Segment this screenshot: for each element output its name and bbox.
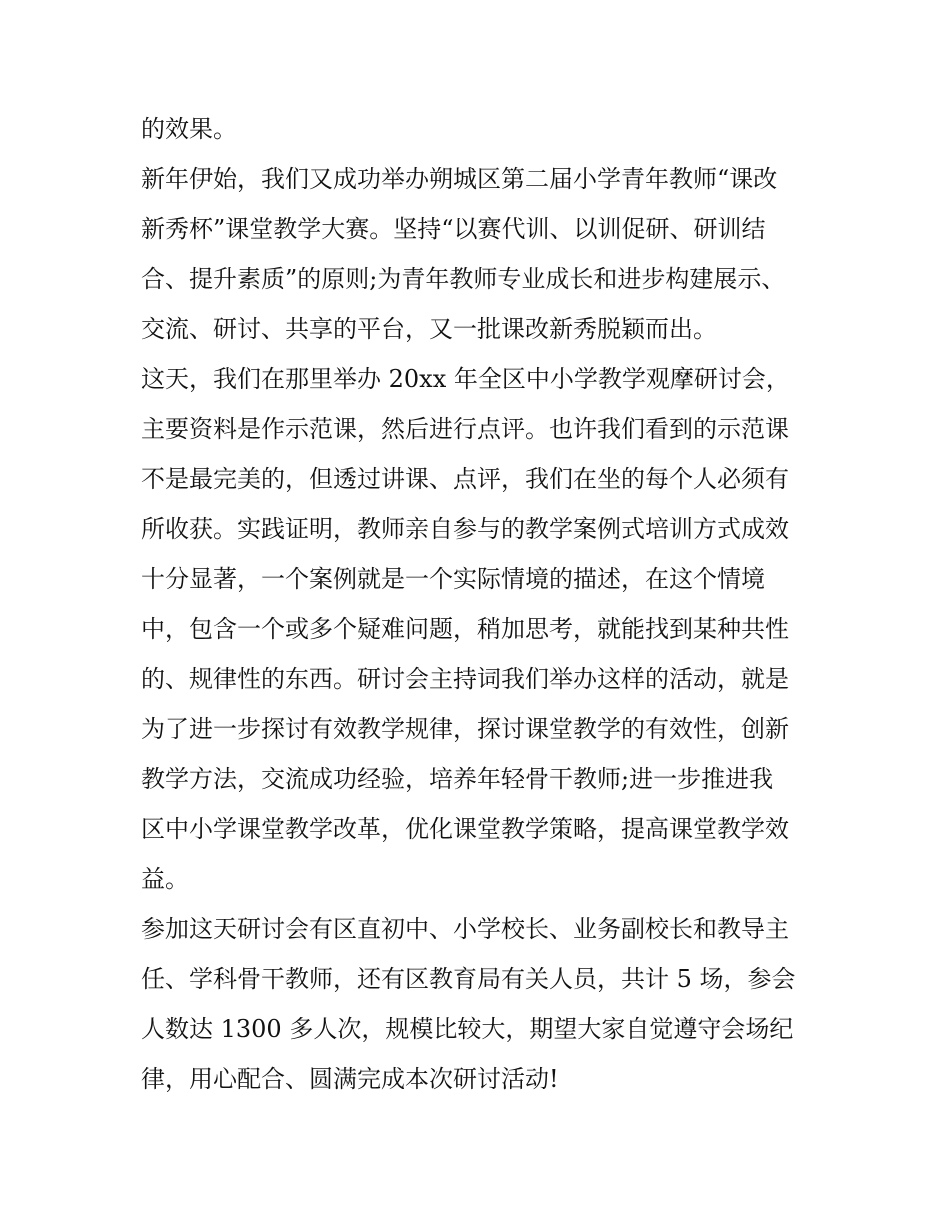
- text-line: 交流、研讨、共享的平台，又一批课改新秀脱颖而出。: [141, 315, 717, 343]
- text-line: 律，用心配合、圆满完成本次研讨活动!: [141, 1065, 559, 1093]
- text-line: 新年伊始，我们又成功举办朔城区第二届小学青年教师“课改: [141, 165, 778, 193]
- document-body: [141, 104, 821, 1104]
- text-line: 不是最完美的，但透过讲课、点评，我们在坐的每个人必须有: [141, 465, 789, 493]
- text-line: 区中小学课堂教学改革，优化课堂教学策略，提高课堂教学效: [141, 815, 789, 843]
- text-line: 新秀杯”课堂教学大赛。坚持“以赛代训、以训促研、研训结: [141, 215, 766, 243]
- text-line: 中，包含一个或多个疑难问题，稍加思考，就能找到某种共性: [141, 615, 789, 643]
- text-line: 的、规律性的东西。研讨会主持词我们举办这样的活动，就是: [141, 665, 789, 693]
- text-line: 益。: [141, 865, 189, 893]
- text-line: 合、提升素质”的原则;为青年教师专业成长和进步构建展示、: [141, 265, 786, 293]
- text-line: 参加这天研讨会有区直初中、小学校长、业务副校长和教导主: [141, 915, 789, 943]
- text-line: 教学方法，交流成功经验，培养年轻骨干教师;进一步推进我: [141, 765, 774, 793]
- text-line: 这天，我们在那里举办 20xx 年全区中小学教学观摩研讨会，: [141, 365, 790, 393]
- text-line: 任、学科骨干教师，还有区教育局有关人员，共计 5 场，参会: [141, 965, 796, 993]
- text-line: 人数达 1300 多人次，规模比较大，期望大家自觉遵守会场纪: [141, 1015, 794, 1043]
- text-line: 的效果。: [141, 115, 237, 143]
- text-line: 为了进一步探讨有效教学规律，探讨课堂教学的有效性，创新: [141, 715, 789, 743]
- text-line: 所收获。实践证明，教师亲自参与的教学案例式培训方式成效: [141, 515, 789, 543]
- text-line: 主要资料是作示范课，然后进行点评。也许我们看到的示范课: [141, 415, 789, 443]
- text-line: 十分显著，一个案例就是一个实际情境的描述，在这个情境: [141, 565, 765, 593]
